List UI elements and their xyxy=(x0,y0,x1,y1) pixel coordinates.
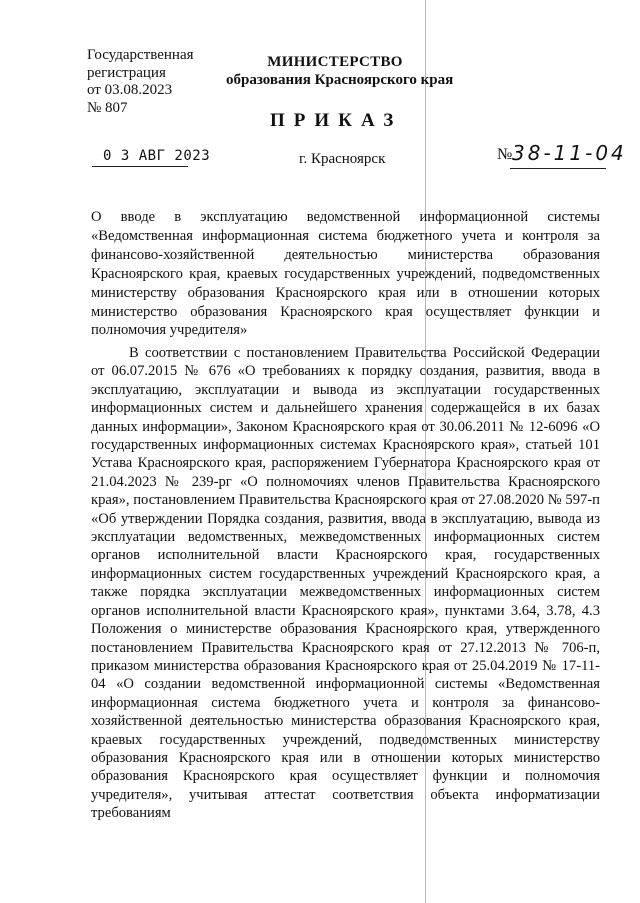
registration-line: регистрация xyxy=(87,64,166,81)
number-underline xyxy=(510,168,606,169)
ministry-title: МИНИСТЕРСТВО xyxy=(267,54,403,70)
order-number-handwritten: 38-11-04 xyxy=(512,141,627,165)
number-sign: № xyxy=(497,146,513,163)
registration-number: № 807 xyxy=(87,99,128,116)
ministry-header xyxy=(226,54,454,89)
date-underline xyxy=(92,166,188,167)
city-label: г. Красноярск xyxy=(299,151,386,167)
date-stamp: 0 3 АВГ 2023 xyxy=(103,148,211,164)
registration-block xyxy=(87,47,194,117)
ministry-subtitle: образования Красноярского края xyxy=(226,71,454,88)
order-body-paragraph: В соответствии с постановлением Правительства Российской Федерации от 06.07.2015 № 676 «О требованиях к порядку создания, развития, ввода в эксплуатацию, эксплуатации и вывода из эксплуатации государственных информационных систем и дальнейшего хранения содержащейся в их базах данных информации», Законом Красноярского края от 30.06.2011 № 12-6096 «О государственных информационных системах Красноярского края», статьей 101 Устава Красноярского края, распоряжением Губернатора Красноярского края от 21.04.2023 № 239-рг «О полномочиях членов Правительства Красноярского края», постановлением Правительства Красноярского края от 27.08.2020 № 597-п «Об утверждении Порядка создания, развития, ввода в эксплуатацию, вывода из эксплуатации ведомственных, межведомственных информационных систем органов исполнительной власти Красноярского края, государственных информационных систем государственных учреждений Красноярского края, а также порядка эксплуатации межведомственных информационных систем органов исполнительной власти Красноярского края», пунктами 3.64, 3.78, 4.3 Положения о министерстве образования Красноярского края, утвержденного постановлением Правительства Красноярского края от 27.12.2013 № 706-п, приказом министерства образования Красноярского края от 25.04.2019 № 17-11-04 «О создании ведомственной информационной системы «Ведомственная информационная система бюджетного учета и контроля за финансово-хозяйственной деятельностью министерства образования Красноярского края, краевых государственных учреждений, подведомственных министерству образования Красноярского края или в отношении которых министерство образования Красноярского края осуществляет функции и полномочия учредителя», учитывая аттестат соответствия объекта информатизации требованиям xyxy=(91,345,600,822)
order-subject: О вводе в эксплуатацию ведомственной информационной системы «Ведомственная информационная система бюджетного учета и контроля за финансово-хозяйственной деятельностью министерства образования Красноярского края, краевых государственных учреждений, подведомственных министерству образования Красноярского края или в отношении которых министерство образования Красноярского края осуществляет функции и полномочия учредителя» xyxy=(91,209,600,339)
registration-date: от 03.08.2023 xyxy=(87,82,173,98)
document-type-title: ПРИКАЗ xyxy=(270,110,403,131)
registration-line: Государственная xyxy=(87,47,194,63)
